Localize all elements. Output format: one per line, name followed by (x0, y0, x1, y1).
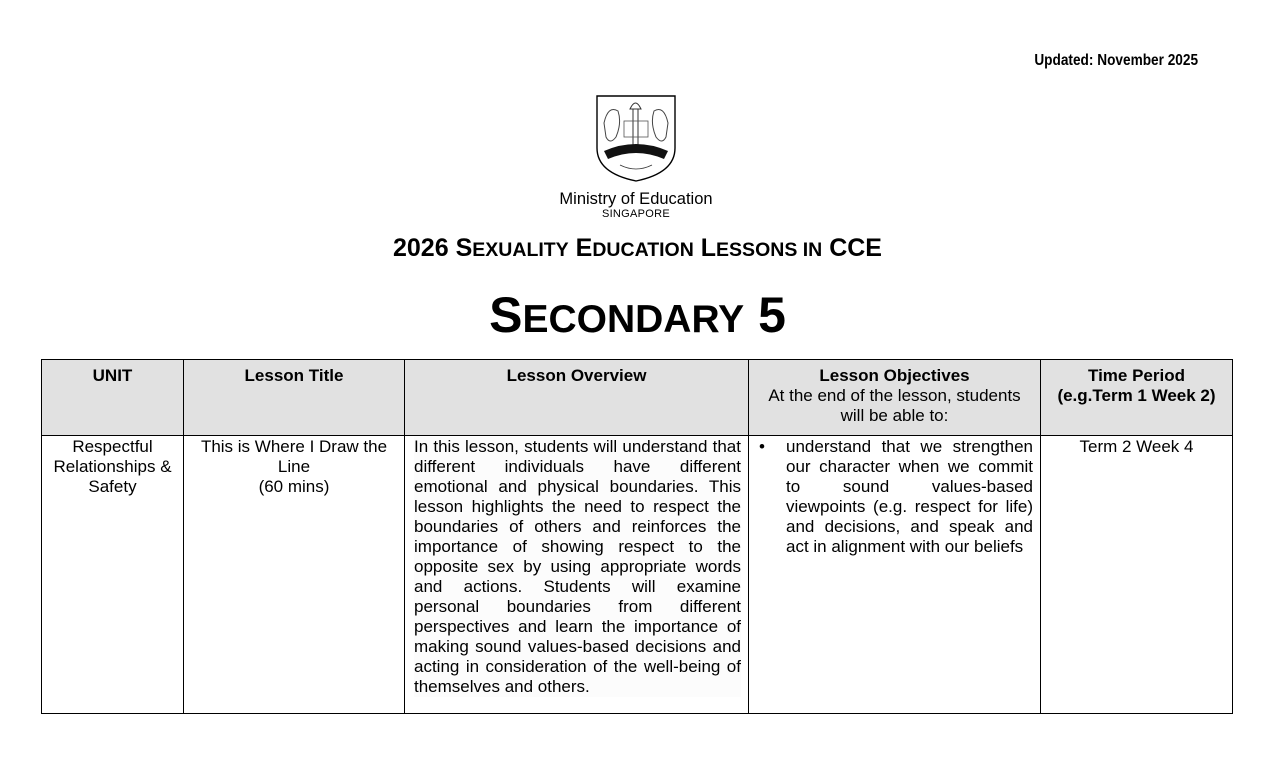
updated-date: Updated: November 2025 (1034, 52, 1198, 69)
header-time-period (1041, 360, 1233, 436)
moe-crest-icon (594, 93, 678, 183)
header-time-period-sub: (e.g.Term 1 Week 2) (1057, 386, 1216, 405)
lessons-table (41, 359, 1233, 714)
org-country: SINGAPORE (601, 208, 671, 220)
header-lesson-overview: Lesson Overview (405, 360, 749, 436)
cell-lesson-overview (405, 436, 749, 714)
document-subtitle: 2026 SEXUALITY EDUCATION LESSONS IN CCE (393, 234, 882, 262)
header-lesson-title: Lesson Title (184, 360, 405, 436)
header-unit: UNIT (42, 360, 184, 436)
cell-lesson-title (184, 436, 405, 714)
document-title: SECONDARY 5 (489, 287, 786, 343)
org-name: Ministry of Education (559, 190, 713, 208)
objectives-list (756, 437, 1033, 557)
objective-item (756, 437, 1033, 557)
table-row (42, 436, 1233, 714)
lesson-duration: (60 mins) (258, 477, 330, 496)
lesson-overview-text: In this lesson, students will understand that different individuals have different emotional and physical boundaries. This lesson highlights the need to respect the boundaries of others and reinforces the importance of showing respect to the opposite sex by using appropriate words and actions. Students will examine personal boundaries from different perspectives and learn the importance of making sound values-based decisions and acting in consideration of the well-being of themselves and others. (414, 437, 741, 696)
lesson-title-text: This is Where I Draw the Line (200, 437, 388, 476)
header-time-period-label: Time Period (1088, 366, 1185, 385)
cell-lesson-objectives (749, 436, 1041, 714)
cell-unit: Respectful Relationships & Safety (42, 436, 184, 714)
cell-time-period: Term 2 Week 4 (1041, 436, 1233, 714)
header-lesson-objectives-label: Lesson Objectives (819, 366, 970, 385)
bullet-icon: • (759, 437, 765, 456)
table-header-row (42, 360, 1233, 436)
header-lesson-objectives-sub: At the end of the lesson, students will be able to: (768, 386, 1021, 425)
moe-logo (553, 93, 719, 233)
header-lesson-objectives (749, 360, 1041, 436)
objective-text: understand that we strengthen our character when we commit to sound values-based viewpoints (e.g. respect for life) and decisions, and speak and act in alignment with our beliefs (786, 437, 1033, 556)
